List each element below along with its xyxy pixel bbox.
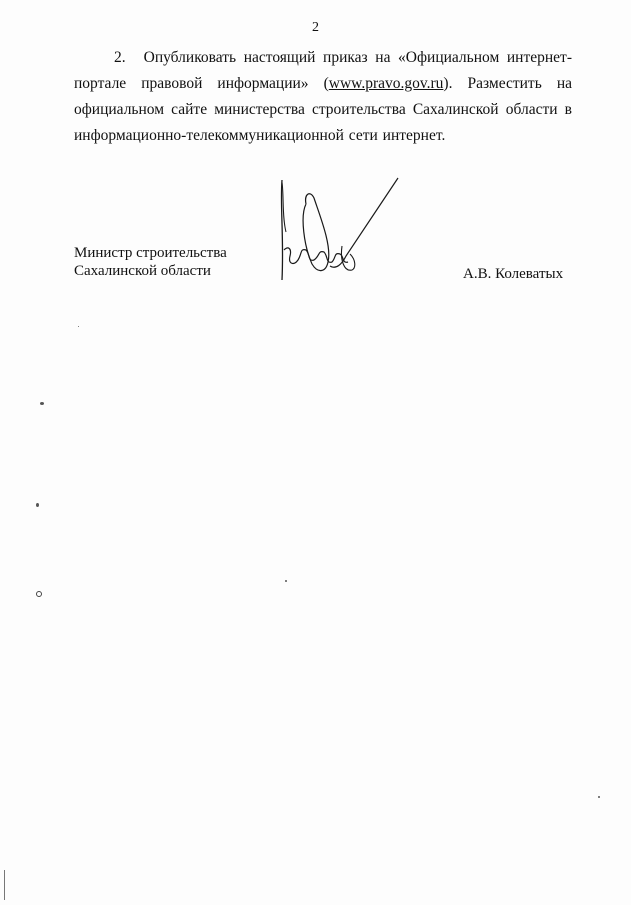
signatory-title-line-1: Министр строительства — [74, 245, 227, 261]
signatory-title — [74, 244, 227, 280]
scan-speck — [598, 796, 600, 798]
paragraph-text-before-link: Опубликовать настоящий приказ на «Официальном интернет-портале правовой информации» ( — [74, 49, 572, 92]
signatory-name: А.В. Колеватых — [463, 266, 564, 282]
scan-speck — [40, 402, 44, 405]
page-number: 2 — [312, 20, 319, 35]
paragraph-text-after-link: ). Разместить на официальном сайте министерства строительства Сахалинской области в информационно-телекоммуникационной сети интернет. — [74, 75, 573, 144]
scan-speck — [36, 591, 42, 597]
paragraph-number: 2. — [114, 49, 126, 66]
pravo-link[interactable]: www.pravo.gov.ru — [328, 75, 444, 92]
scan-speck — [285, 580, 287, 582]
handwritten-signature — [270, 176, 410, 288]
order-paragraph-2 — [74, 45, 572, 149]
scan-speck — [36, 503, 39, 507]
scan-speck — [4, 870, 5, 900]
scan-speck — [78, 326, 79, 327]
signatory-title-line-2: Сахалинской области — [74, 263, 211, 279]
